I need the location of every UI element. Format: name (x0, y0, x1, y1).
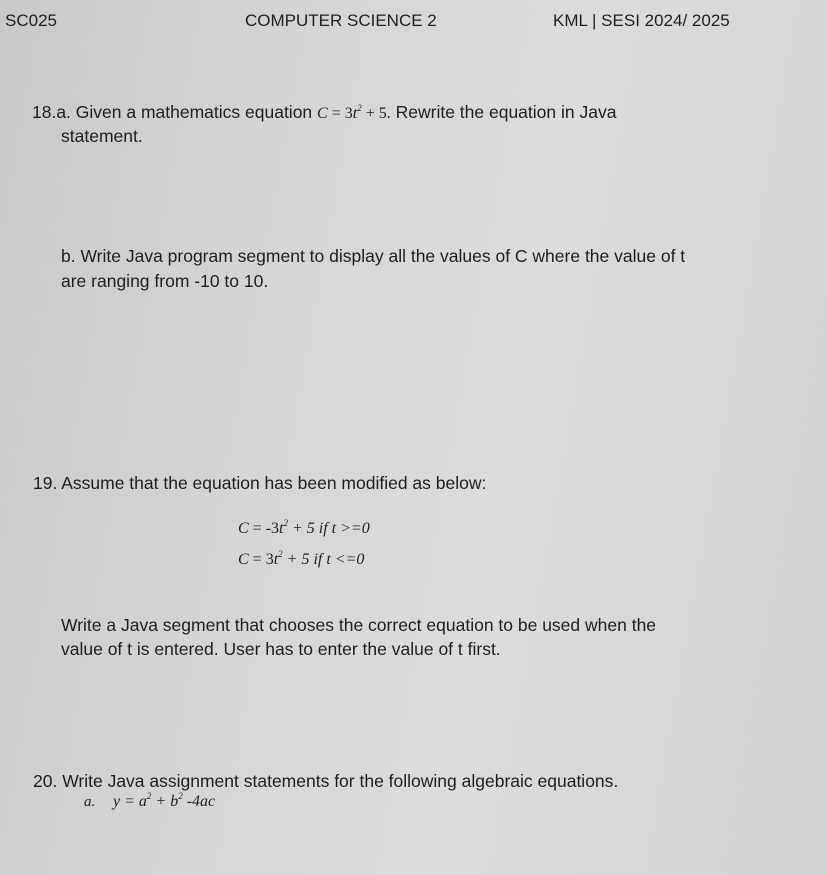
equation-19-2: $C = 3t^2 + 5$ if t <=0 (238, 549, 365, 568)
subject-title: COMPUTER SCIENCE 2 (245, 11, 437, 30)
question-19-text-line1: Write a Java segment that chooses the correct equation to be used when the (61, 615, 657, 635)
question-20a-label: a. (84, 794, 96, 810)
course-code: SC025 (5, 11, 57, 30)
question-18a-prefix: 18.a. Given a mathematics equation (32, 102, 313, 122)
session-label: KML | SESI 2024/ 2025 (553, 11, 730, 30)
question-18a (32, 101, 616, 125)
question-19-line1: 19. Assume that the equation has been modified as below: (33, 473, 487, 493)
question-18b-line1: b. Write Java program segment to display all the values of C where the value of t (61, 246, 686, 266)
question-19-text-line2: value of t is entered. User has to enter the value of t first. (61, 639, 501, 659)
equation-18a: $C = 3t^2 + 5$. (317, 103, 391, 122)
equation-20a: $y = a^2 + b^2$ -4ac (113, 791, 216, 810)
question-18b-line2: are ranging from -10 to 10. (61, 271, 269, 291)
question-20-line1: 20. Write Java assignment statements for the following algebraic equations. (33, 771, 619, 791)
question-18a-suffix: Rewrite the equation in Java (395, 102, 617, 122)
question-18a-line2: statement. (61, 126, 143, 146)
equation-19-1: $C = -3t^2 + 5$ if t >=0 (238, 518, 370, 537)
